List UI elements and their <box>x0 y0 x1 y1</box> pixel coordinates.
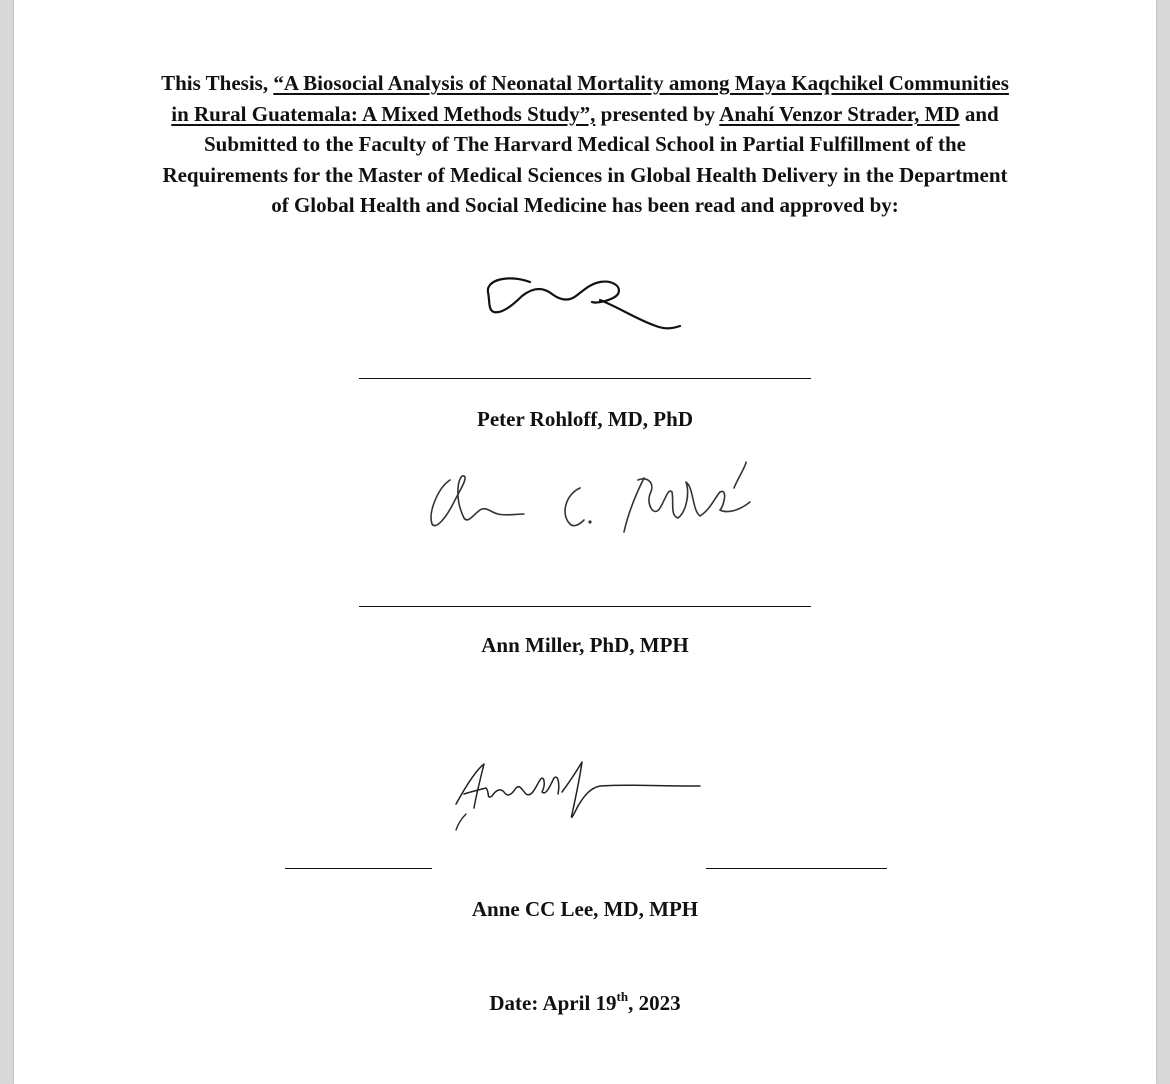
signature-anne-lee <box>450 756 700 832</box>
approval-statement <box>154 68 1016 221</box>
approval-date <box>14 990 1156 1016</box>
signature-ann-miller <box>424 458 754 538</box>
statement-body: and Submitted to the Faculty of The Harvard Medical School in Partial Fulfillment of the Requirements for the Master of Medical Sciences in Global Health Delivery in the Department of Global Health and Social Medicine has been read and approved by: <box>162 101 1008 217</box>
thesis-title: “A Biosocial Analysis of Neonatal Mortality among Maya Kaqchikel Communities in Rural Guatemala: A Mixed Methods Study”, <box>171 71 1009 126</box>
signature-peter-rohloff <box>480 268 680 334</box>
signatory-name-2: Ann Miller, PhD, MPH <box>481 633 689 657</box>
signatory-name-1: Peter Rohloff, MD, PhD <box>477 407 693 431</box>
date-ordinal-suffix: th <box>616 989 629 1004</box>
statement-presented-by: presented by <box>595 101 720 126</box>
date-year: , 2023 <box>628 991 681 1015</box>
signature-line-3-right <box>706 868 887 869</box>
signature-line-2 <box>359 606 811 607</box>
statement-prefix: This Thesis, <box>161 71 274 95</box>
signature-line-3-left <box>285 868 432 869</box>
date-label: Date: April 19 <box>489 991 617 1015</box>
thesis-author: Anahí Venzor Strader, MD <box>719 101 960 126</box>
approval-page <box>14 0 1156 1084</box>
document-page <box>14 0 1156 1084</box>
signatory-name-3: Anne CC Lee, MD, MPH <box>471 897 699 921</box>
signature-line-1 <box>359 378 811 379</box>
